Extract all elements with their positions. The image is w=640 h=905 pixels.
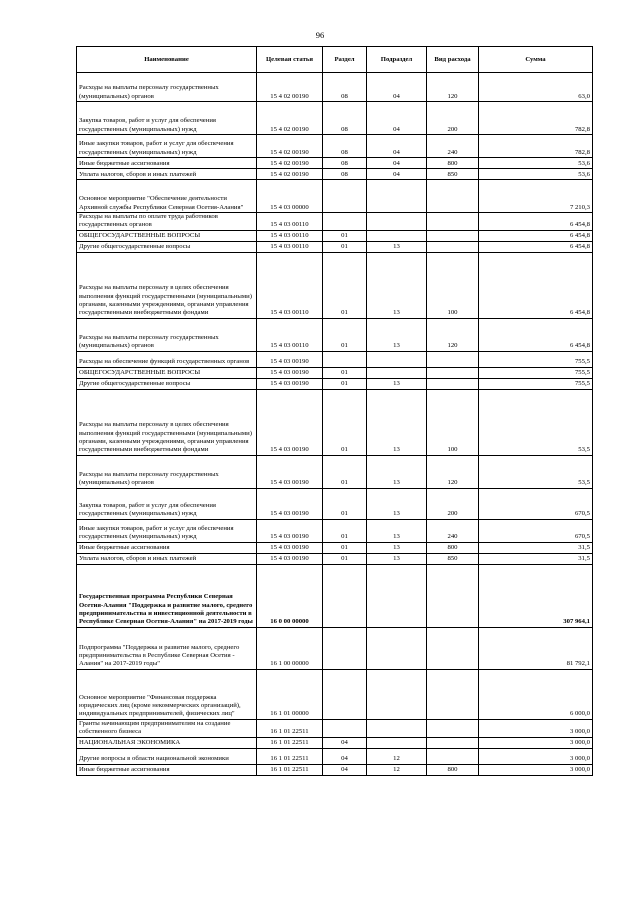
cell-name: ОБЩЕГОСУДАРСТВЕННЫЕ ВОПРОСЫ	[77, 230, 257, 241]
cell-section: 08	[323, 102, 367, 135]
cell-name: Другие общегосударственные вопросы	[77, 241, 257, 252]
cell-subsection: 13	[367, 488, 427, 519]
cell-expense-type	[427, 564, 479, 627]
cell-expense-type	[427, 241, 479, 252]
cell-article: 16 1 01 22511	[257, 748, 323, 764]
cell-expense-type	[427, 748, 479, 764]
cell-section: 08	[323, 169, 367, 180]
cell-name: Расходы на обеспечение функций государственных органов	[77, 351, 257, 367]
cell-section	[323, 627, 367, 669]
cell-article: 16 1 01 22511	[257, 764, 323, 775]
cell-amount: 6 454,8	[479, 318, 593, 351]
cell-article: 15 4 03 00190	[257, 455, 323, 488]
cell-article: 15 4 03 00110	[257, 213, 323, 231]
cell-subsection	[367, 230, 427, 241]
cell-name: Основное мероприятие "Обеспечение деятельности Архивной службы Республики Северная Осетия-Алания"	[77, 180, 257, 213]
cell-amount: 63,0	[479, 73, 593, 102]
cell-subsection: 04	[367, 73, 427, 102]
cell-subsection	[367, 669, 427, 719]
cell-amount: 3 000,0	[479, 737, 593, 748]
table-row	[77, 564, 593, 627]
table-row	[77, 367, 593, 378]
cell-section	[323, 180, 367, 213]
cell-amount: 53,6	[479, 169, 593, 180]
cell-name: Иные закупки товаров, работ и услуг для обеспечения государственных (муниципальных) нужд	[77, 135, 257, 158]
cell-amount: 6 454,8	[479, 230, 593, 241]
cell-amount: 31,5	[479, 553, 593, 564]
cell-expense-type	[427, 180, 479, 213]
cell-expense-type	[427, 737, 479, 748]
cell-name: Уплата налогов, сборов и иных платежей	[77, 553, 257, 564]
cell-subsection	[367, 351, 427, 367]
cell-article: 15 4 03 00190	[257, 519, 323, 542]
cell-article: 15 4 03 00190	[257, 553, 323, 564]
cell-amount: 7 210,3	[479, 180, 593, 213]
cell-section: 04	[323, 737, 367, 748]
cell-article: 16 0 00 00000	[257, 564, 323, 627]
cell-expense-type: 800	[427, 764, 479, 775]
header-expense-type: Вид расхода	[427, 47, 479, 73]
table-row	[77, 318, 593, 351]
cell-section: 08	[323, 73, 367, 102]
cell-subsection	[367, 719, 427, 737]
cell-subsection: 13	[367, 553, 427, 564]
cell-amount: 670,5	[479, 488, 593, 519]
cell-name: Иные бюджетные ассигнования	[77, 158, 257, 169]
cell-subsection: 13	[367, 519, 427, 542]
cell-section	[323, 669, 367, 719]
cell-article: 15 4 03 00110	[257, 318, 323, 351]
cell-name: Иные закупки товаров, работ и услуг для обеспечения государственных (муниципальных) нужд	[77, 519, 257, 542]
cell-amount: 6 454,8	[479, 252, 593, 318]
cell-name: Другие общегосударственные вопросы	[77, 378, 257, 389]
cell-amount: 53,6	[479, 158, 593, 169]
cell-name: Подпрограмма "Поддержка и развитие малого, среднего предпринимательства в Республике Северная Осетия - Алания" на 2017-2019 годы"	[77, 627, 257, 669]
table-row	[77, 378, 593, 389]
cell-subsection	[367, 180, 427, 213]
cell-section: 01	[323, 553, 367, 564]
header-subsection: Подраздел	[367, 47, 427, 73]
cell-subsection	[367, 737, 427, 748]
cell-article: 15 4 03 00190	[257, 542, 323, 553]
cell-name: Закупка товаров, работ и услуг для обеспечения государственных (муниципальных) нужд	[77, 102, 257, 135]
cell-section: 04	[323, 748, 367, 764]
table-row	[77, 389, 593, 455]
cell-section: 01	[323, 389, 367, 455]
cell-amount: 3 000,0	[479, 748, 593, 764]
cell-name: НАЦИОНАЛЬНАЯ ЭКОНОМИКА	[77, 737, 257, 748]
cell-subsection: 13	[367, 455, 427, 488]
cell-expense-type	[427, 719, 479, 737]
table-row	[77, 213, 593, 231]
cell-name: Расходы на выплаты персоналу государственных (муниципальных) органов	[77, 455, 257, 488]
cell-subsection: 04	[367, 135, 427, 158]
header-name: Наименование	[77, 47, 257, 73]
cell-amount: 755,5	[479, 351, 593, 367]
cell-expense-type: 120	[427, 318, 479, 351]
cell-subsection: 13	[367, 542, 427, 553]
cell-expense-type	[427, 378, 479, 389]
table-row	[77, 669, 593, 719]
budget-table	[76, 46, 593, 776]
cell-subsection	[367, 627, 427, 669]
table-row	[77, 73, 593, 102]
cell-section: 01	[323, 230, 367, 241]
table-row	[77, 764, 593, 775]
cell-section: 01	[323, 488, 367, 519]
table-header-row	[77, 47, 593, 73]
cell-expense-type: 200	[427, 102, 479, 135]
cell-subsection: 04	[367, 102, 427, 135]
cell-subsection	[367, 367, 427, 378]
table-row	[77, 519, 593, 542]
table-row	[77, 169, 593, 180]
cell-name: Расходы на выплаты по оплате труда работников государственных органов	[77, 213, 257, 231]
table-row	[77, 102, 593, 135]
cell-subsection: 13	[367, 378, 427, 389]
table-row	[77, 180, 593, 213]
cell-amount: 6 000,0	[479, 669, 593, 719]
cell-amount: 782,8	[479, 102, 593, 135]
table-row	[77, 158, 593, 169]
cell-subsection: 12	[367, 748, 427, 764]
header-amount: Сумма	[479, 47, 593, 73]
cell-name: Расходы на выплаты персоналу в целях обеспечения выполнения функций государственными (муниципальными) органами, казенными учреждениями, органами управления государственными внебюджетными фондами	[77, 389, 257, 455]
cell-name: Гранты начинающим предпринимателям на создание собственного бизнеса	[77, 719, 257, 737]
cell-section	[323, 564, 367, 627]
table-row	[77, 351, 593, 367]
table-row	[77, 455, 593, 488]
cell-section	[323, 351, 367, 367]
cell-article: 15 4 03 00110	[257, 230, 323, 241]
cell-amount: 3 000,0	[479, 719, 593, 737]
cell-expense-type: 120	[427, 73, 479, 102]
cell-expense-type	[427, 213, 479, 231]
cell-expense-type: 240	[427, 519, 479, 542]
cell-expense-type: 240	[427, 135, 479, 158]
cell-amount: 53,5	[479, 455, 593, 488]
cell-name: Иные бюджетные ассигнования	[77, 542, 257, 553]
cell-amount: 6 454,8	[479, 241, 593, 252]
cell-article: 16 1 01 22511	[257, 719, 323, 737]
cell-name: Другие вопросы в области национальной экономики	[77, 748, 257, 764]
cell-amount: 6 454,8	[479, 213, 593, 231]
table-row	[77, 488, 593, 519]
cell-article: 16 1 00 00000	[257, 627, 323, 669]
table-row	[77, 135, 593, 158]
cell-name: Закупка товаров, работ и услуг для обеспечения государственных (муниципальных) нужд	[77, 488, 257, 519]
cell-expense-type: 120	[427, 455, 479, 488]
header-article: Целевая статья	[257, 47, 323, 73]
cell-subsection: 13	[367, 252, 427, 318]
cell-section: 01	[323, 542, 367, 553]
cell-amount: 307 964,1	[479, 564, 593, 627]
cell-article: 15 4 03 00190	[257, 389, 323, 455]
cell-name: Основное мероприятие "Финансовая поддержка юридических лиц (кроме некоммерческих организаций), индивидуальных предпринимателей, физических лиц"	[77, 669, 257, 719]
cell-subsection: 04	[367, 169, 427, 180]
cell-expense-type	[427, 627, 479, 669]
cell-article: 15 4 02 00190	[257, 102, 323, 135]
cell-expense-type	[427, 351, 479, 367]
cell-name: Иные бюджетные ассигнования	[77, 764, 257, 775]
cell-expense-type: 100	[427, 389, 479, 455]
cell-subsection: 04	[367, 158, 427, 169]
cell-section: 01	[323, 378, 367, 389]
cell-section: 08	[323, 158, 367, 169]
cell-subsection	[367, 564, 427, 627]
cell-subsection: 12	[367, 764, 427, 775]
cell-article: 15 4 03 00190	[257, 378, 323, 389]
cell-section: 01	[323, 318, 367, 351]
cell-article: 15 4 02 00190	[257, 169, 323, 180]
cell-section: 01	[323, 241, 367, 252]
cell-article: 15 4 02 00190	[257, 135, 323, 158]
cell-subsection: 13	[367, 389, 427, 455]
cell-section: 01	[323, 455, 367, 488]
table-row	[77, 542, 593, 553]
cell-amount: 31,5	[479, 542, 593, 553]
cell-expense-type	[427, 230, 479, 241]
cell-expense-type: 200	[427, 488, 479, 519]
cell-article: 15 4 02 00190	[257, 73, 323, 102]
cell-article: 16 1 01 00000	[257, 669, 323, 719]
cell-article: 16 1 01 22511	[257, 737, 323, 748]
cell-amount: 755,5	[479, 378, 593, 389]
cell-name: Расходы на выплаты персоналу государственных (муниципальных) органов	[77, 318, 257, 351]
cell-article: 15 4 03 00110	[257, 241, 323, 252]
cell-section: 01	[323, 367, 367, 378]
table-row	[77, 230, 593, 241]
table-row	[77, 241, 593, 252]
cell-section: 01	[323, 252, 367, 318]
table-row	[77, 252, 593, 318]
cell-amount: 782,8	[479, 135, 593, 158]
cell-name: ОБЩЕГОСУДАРСТВЕННЫЕ ВОПРОСЫ	[77, 367, 257, 378]
cell-amount: 53,5	[479, 389, 593, 455]
cell-expense-type: 850	[427, 553, 479, 564]
cell-expense-type	[427, 669, 479, 719]
cell-name: Расходы на выплаты персоналу государственных (муниципальных) органов	[77, 73, 257, 102]
page-number: 96	[315, 30, 325, 40]
cell-name: Государственная программа Республики Северная Осетия-Алания "Поддержка и развитие малого, среднего предпринимательства и инвестиционной деятельности в Республике Северная Осетия-Алания" на 2017-2019 годы	[77, 564, 257, 627]
cell-amount: 755,5	[479, 367, 593, 378]
table-row	[77, 737, 593, 748]
cell-expense-type: 800	[427, 542, 479, 553]
cell-article: 15 4 03 00000	[257, 180, 323, 213]
cell-expense-type	[427, 367, 479, 378]
table-body	[77, 73, 593, 776]
cell-section: 08	[323, 135, 367, 158]
cell-amount: 3 000,0	[479, 764, 593, 775]
header-section: Раздел	[323, 47, 367, 73]
cell-subsection: 13	[367, 318, 427, 351]
cell-article: 15 4 03 00110	[257, 252, 323, 318]
table-row	[77, 748, 593, 764]
cell-expense-type: 800	[427, 158, 479, 169]
cell-expense-type: 850	[427, 169, 479, 180]
cell-subsection	[367, 213, 427, 231]
cell-name: Уплата налогов, сборов и иных платежей	[77, 169, 257, 180]
cell-article: 15 4 03 00190	[257, 367, 323, 378]
cell-article: 15 4 03 00190	[257, 488, 323, 519]
cell-section	[323, 719, 367, 737]
cell-article: 15 4 03 00190	[257, 351, 323, 367]
cell-section	[323, 213, 367, 231]
table-row	[77, 719, 593, 737]
cell-section: 01	[323, 519, 367, 542]
cell-expense-type: 100	[427, 252, 479, 318]
cell-subsection: 13	[367, 241, 427, 252]
cell-section: 04	[323, 764, 367, 775]
table-row	[77, 553, 593, 564]
cell-amount: 81 792,1	[479, 627, 593, 669]
cell-article: 15 4 02 00190	[257, 158, 323, 169]
cell-name: Расходы на выплаты персоналу в целях обеспечения выполнения функций государственными (муниципальными) органами, казенными учреждениями, органами управления государственными внебюджетными фондами	[77, 252, 257, 318]
cell-amount: 670,5	[479, 519, 593, 542]
table-row	[77, 627, 593, 669]
